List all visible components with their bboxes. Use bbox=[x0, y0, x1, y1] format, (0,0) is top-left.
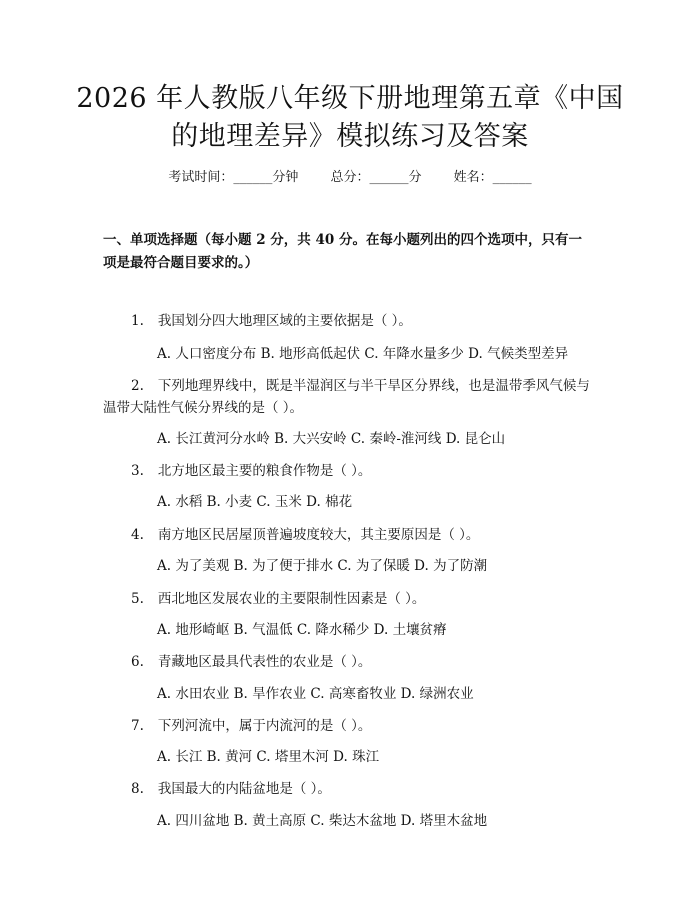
question-3 bbox=[103, 460, 599, 482]
document-title bbox=[60, 80, 640, 156]
section-heading: 一、单项选择题（每小题 2 分，共 40 分。在每小题列出的四个选项中，只有一项是最符合题目要求的。） bbox=[103, 232, 582, 271]
question-2 bbox=[103, 375, 599, 419]
question-6-options: A. 水田农业 B. 旱作农业 C. 高寒畜牧业 D. 绿洲农业 bbox=[157, 686, 474, 702]
title-line-2: 的地理差异》模拟练习及答案 bbox=[171, 121, 529, 152]
question-6 bbox=[103, 651, 599, 673]
question-number: 6. bbox=[131, 654, 144, 670]
question-number: 7. bbox=[131, 718, 144, 734]
question-number: 5. bbox=[131, 591, 144, 607]
question-number: 1. bbox=[131, 313, 144, 329]
question-5-options: A. 地形崎岖 B. 气温低 C. 降水稀少 D. 土壤贫瘠 bbox=[157, 622, 447, 638]
question-3-options: A. 水稻 B. 小麦 C. 玉米 D. 棉花 bbox=[157, 494, 353, 510]
exam-score: 总分：______分 bbox=[330, 170, 422, 185]
question-text: 北方地区最主要的粮食作物是（ ）。 bbox=[157, 463, 372, 479]
student-name: 姓名：______ bbox=[453, 170, 532, 185]
question-4-options: A. 为了美观 B. 为了便于排水 C. 为了保暖 D. 为了防潮 bbox=[157, 558, 488, 574]
title-line-1: 2026 年人教版八年级下册地理第五章《中国 bbox=[76, 83, 624, 114]
question-1 bbox=[103, 310, 599, 332]
question-text: 下列河流中，属于内流河的是（ ）。 bbox=[157, 718, 372, 734]
question-number: 8. bbox=[131, 781, 144, 797]
question-8 bbox=[103, 778, 599, 800]
exam-meta bbox=[0, 168, 700, 188]
question-text: 南方地区民居屋顶普遍坡度较大，其主要原因是（ ）。 bbox=[157, 527, 480, 543]
question-text: 下列地理界线中，既是半湿润区与半干旱区分界线，也是温带季风气候与温带大陆性气候分界线的是（ ）。 bbox=[103, 378, 590, 416]
question-2-options: A. 长江黄河分水岭 B. 大兴安岭 C. 秦岭-淮河线 D. 昆仑山 bbox=[157, 431, 506, 447]
question-text: 我国划分四大地理区域的主要依据是（ ）。 bbox=[157, 313, 412, 329]
question-5 bbox=[103, 588, 599, 610]
question-text: 我国最大的内陆盆地是（ ）。 bbox=[157, 781, 331, 797]
question-text: 青藏地区最具代表性的农业是（ ）。 bbox=[157, 654, 372, 670]
question-number: 2. bbox=[131, 378, 144, 394]
question-7 bbox=[103, 715, 599, 737]
question-8-options: A. 四川盆地 B. 黄土高原 C. 柴达木盆地 D. 塔里木盆地 bbox=[157, 813, 488, 829]
question-text: 西北地区发展农业的主要限制性因素是（ ）。 bbox=[157, 591, 426, 607]
question-number: 3. bbox=[131, 463, 144, 479]
exam-time: 考试时间：______分钟 bbox=[168, 170, 299, 185]
question-1-options: A. 人口密度分布 B. 地形高低起伏 C. 年降水量多少 D. 气候类型差异 bbox=[157, 346, 569, 362]
question-number: 4. bbox=[131, 527, 144, 543]
question-4 bbox=[103, 524, 599, 546]
question-7-options: A. 长江 B. 黄河 C. 塔里木河 D. 珠江 bbox=[157, 749, 380, 765]
